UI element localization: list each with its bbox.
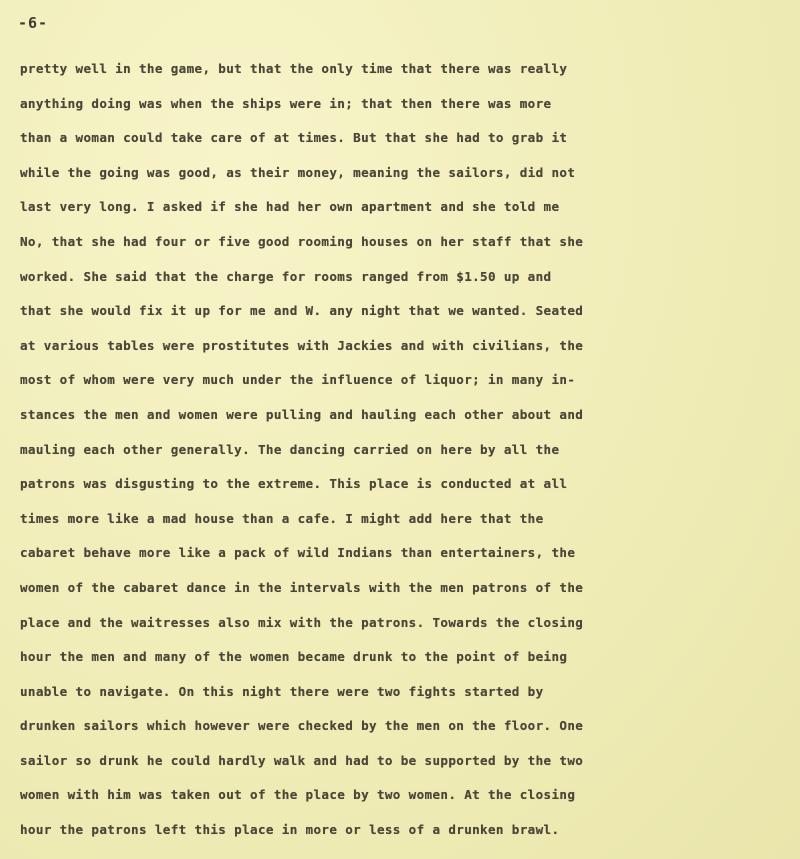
text-line: place and the waitresses also mix with the patrons. Towards the closing [20, 614, 584, 630]
text-line: women with him was taken out of the place by two women. At the closing [20, 787, 576, 803]
text-line: hour the men and many of the women became drunk to the point of being [20, 649, 568, 665]
text-line: pretty well in the game, but that the only time that there was really [20, 61, 568, 76]
text-line: patrons was disgusting to the extreme. This place is conducted at all [20, 476, 568, 492]
text-line: sailor so drunk he could hardly walk and had to be supported by the two [20, 752, 584, 768]
page-number: -6- [18, 14, 49, 32]
document-body [20, 52, 795, 848]
text-line: hour the patrons left this place in more or less of a drunken brawl. [20, 822, 560, 838]
text-line: cabaret behave more like a pack of wild Indians than entertainers, the [20, 545, 576, 561]
text-line: last very long. I asked if she had her own apartment and she told me [20, 199, 560, 215]
text-line: stances the men and women were pulling and hauling each other about and [20, 406, 584, 422]
text-line: than a woman could take care of at times. But that she had to grab it [20, 130, 568, 146]
text-line: women of the cabaret dance in the intervals with the men patrons of the [20, 579, 584, 595]
text-line: No, that she had four or five good rooming houses on her staff that she [20, 233, 584, 249]
text-line: while the going was good, as their money, meaning the sailors, did not [20, 164, 576, 180]
text-line: anything doing was when the ships were in; that then there was more [20, 95, 552, 111]
text-line: times more like a mad house than a cafe. I might add here that the [20, 510, 544, 526]
text-line: that she would fix it up for me and W. any night that we wanted. Seated [20, 303, 584, 319]
text-line: worked. She said that the charge for rooms ranged from $1.50 up and [20, 268, 552, 284]
text-line: drunken sailors which however were checked by the men on the floor. One [20, 718, 584, 734]
text-line: at various tables were prostitutes with Jackies and with civilians, the [20, 337, 584, 353]
text-line: most of whom were very much under the influence of liquor; in many in- [20, 372, 576, 388]
text-line: unable to navigate. On this night there were two fights started by [20, 683, 544, 699]
text-line: mauling each other generally. The dancing carried on here by all the [20, 441, 560, 457]
